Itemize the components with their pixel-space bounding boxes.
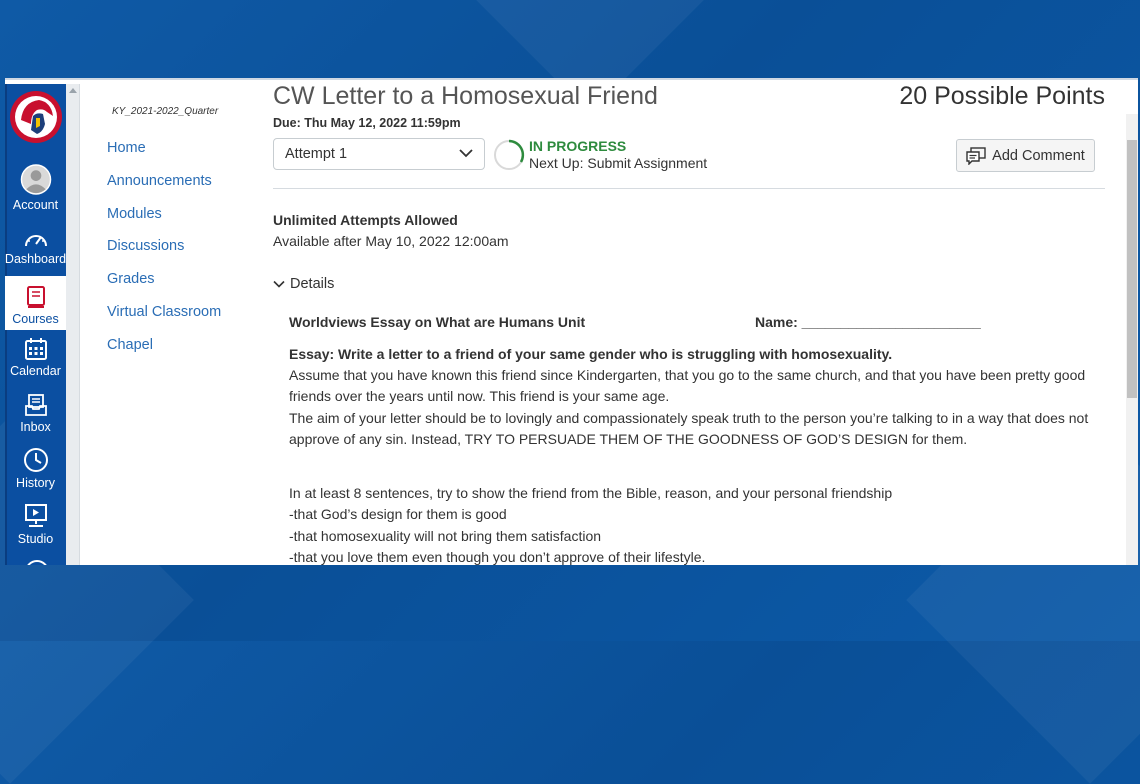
course-nav-home[interactable]: Home [107, 140, 146, 156]
possible-points: 20 Possible Points [899, 82, 1105, 110]
due-date: Due: Thu May 12, 2022 11:59pm [273, 116, 461, 130]
nav-dashboard-label: Dashboard [5, 252, 66, 266]
attempt-select-value: Attempt 1 [285, 146, 348, 162]
bullet-item: -that you love them even though you don’t approve of their lifestyle. [289, 549, 706, 565]
nav-inbox[interactable] [5, 386, 66, 438]
course-nav-virtual-classroom[interactable]: Virtual Classroom [107, 304, 222, 320]
paragraph-2-line-2: approve of any sin. Instead, TRY TO PERSUADE THEM OF THE GOODNESS OF GOD’S DESIGN for them. [289, 431, 968, 447]
nav-account[interactable] [5, 164, 66, 216]
inbox-icon [24, 393, 48, 417]
next-up-text: Next Up: Submit Assignment [529, 155, 708, 171]
nav-inbox-label: Inbox [20, 420, 51, 434]
chevron-down-icon [459, 148, 473, 158]
course-nav-grades[interactable]: Grades [107, 271, 155, 287]
studio-icon [23, 503, 49, 529]
history-icon [23, 447, 49, 473]
global-nav [5, 84, 66, 565]
term-label: KY_2021-2022_Quarter [112, 106, 219, 117]
nav-scrollbar[interactable] [66, 84, 80, 565]
assignment-main [273, 80, 1105, 565]
divider [273, 188, 1105, 189]
essay-heading: Worldviews Essay on What are Humans Unit [289, 314, 586, 330]
status-badge: IN PROGRESS [529, 138, 627, 154]
nav-studio-label: Studio [17, 532, 54, 546]
name-field-label: Name: _______________________ [755, 314, 981, 330]
add-comment-label: Add Comment [992, 147, 1085, 164]
nav-courses-label: Courses [12, 312, 59, 326]
courses-icon [25, 285, 47, 309]
nav-calendar[interactable] [5, 330, 66, 382]
comment-icon [966, 147, 986, 165]
attempts-allowed: Unlimited Attempts Allowed [273, 212, 458, 228]
paragraph-1-line-2: friends over the years until now. This friend is your same age. [289, 388, 670, 404]
page-title: CW Letter to a Homosexual Friend [273, 82, 658, 110]
nav-dashboard[interactable] [5, 218, 66, 270]
paragraph-1-line-1: Assume that you have known this friend since Kindergarten, that you go to the same church, and that you have been pretty good [289, 367, 1086, 383]
calendar-icon [24, 337, 48, 361]
dashboard-icon [23, 229, 49, 249]
canvas-window [5, 78, 1138, 565]
nav-history[interactable] [5, 442, 66, 494]
scroll-up-arrow-icon[interactable] [69, 88, 77, 93]
main-scrollbar[interactable] [1126, 114, 1138, 565]
availability: Available after May 10, 2022 12:00am [273, 233, 509, 249]
essay-prompt: Essay: Write a letter to a friend of your same gender who is struggling with homosexuality. [289, 346, 893, 362]
school-logo[interactable] [9, 90, 63, 144]
bullet-item: -that God’s design for them is good [289, 506, 507, 522]
instruction-text: In at least 8 sentences, try to show the friend from the Bible, reason, and your personal friendship [289, 485, 893, 501]
chevron-down-icon [273, 280, 285, 288]
progress-ring-icon [493, 139, 525, 171]
nav-account-label: Account [12, 198, 59, 212]
course-nav-discussions[interactable]: Discussions [107, 238, 185, 254]
bullet-item: -that homosexuality will not bring them satisfaction [289, 528, 602, 544]
details-toggle[interactable] [273, 276, 334, 292]
nav-more-partial [25, 560, 49, 565]
course-nav-modules[interactable]: Modules [107, 206, 162, 222]
nav-history-label: History [16, 476, 55, 490]
course-nav [79, 84, 269, 565]
paragraph-2-line-1: The aim of your letter should be to lovingly and compassionately speak truth to the person you’re talking to in a way that does not [289, 410, 1089, 426]
account-icon [20, 164, 52, 195]
nav-studio[interactable] [5, 498, 66, 550]
nav-courses[interactable] [5, 276, 66, 330]
course-nav-announcements[interactable]: Announcements [107, 173, 212, 189]
course-nav-chapel[interactable]: Chapel [107, 337, 153, 353]
scrollbar-thumb[interactable] [1127, 140, 1137, 398]
add-comment-button[interactable] [956, 139, 1095, 172]
nav-calendar-label: Calendar [10, 364, 61, 378]
details-label: Details [290, 276, 335, 292]
attempt-select[interactable] [273, 138, 485, 170]
